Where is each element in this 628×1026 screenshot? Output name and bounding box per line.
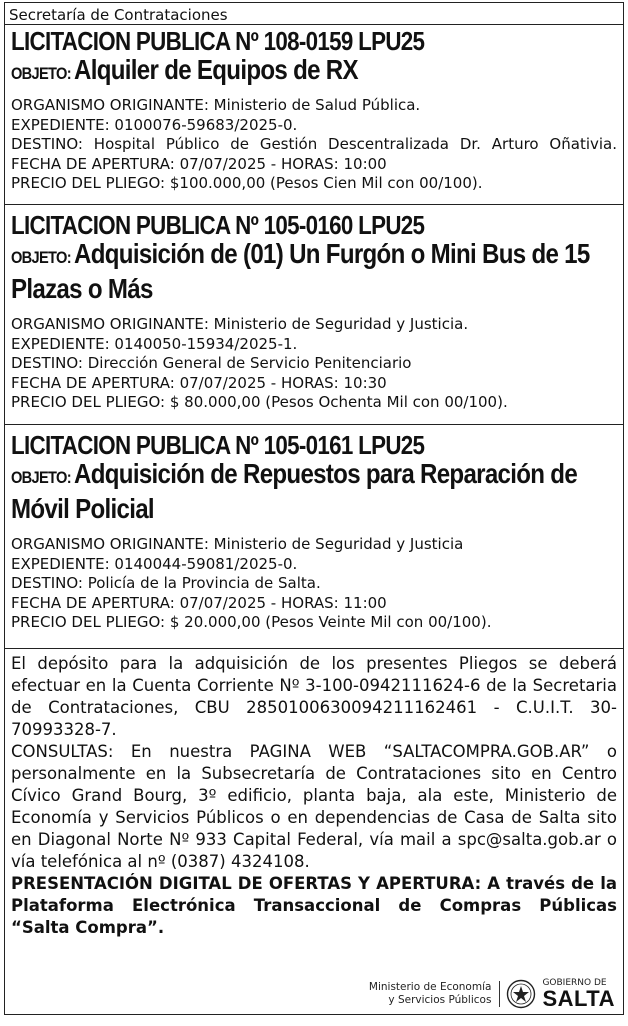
expediente-text: EXPEDIENTE: 0100076-59683/2025-0. (11, 115, 298, 134)
expediente-text: EXPEDIENTE: 0140044-59081/2025-0. (11, 554, 298, 573)
organismo-text: ORGANISMO ORIGINANTE: Ministerio de Seguridad y Justicia (11, 535, 464, 553)
licitacion-title: LICITACION PUBLICA Nº 108-0159 LPU25 (11, 26, 425, 56)
expediente-text: EXPEDIENTE: 0140050-15934/2025-1. (11, 334, 298, 353)
objeto-text: Alquiler de Equipos de RX (74, 54, 358, 85)
fecha-text: FECHA DE APERTURA: 07/07/2025 - HORAS: 11:00 (11, 593, 387, 612)
licitacion-title: LICITACION PUBLICA Nº 105-0161 LPU25 (11, 430, 425, 460)
licitacion-block-2 (4, 205, 624, 425)
licitacion-info (11, 315, 617, 413)
objeto-label: OBJETO: (11, 64, 71, 83)
presentacion-paragraph: PRESENTACIÓN DIGITAL DE OFERTAS Y APERTURA: A través de la Plataforma Electrónica Transaccional de Compras Públicas “Salta Compra”. (11, 874, 617, 937)
government-logo (369, 978, 615, 1010)
destino-text: DESTINO: Hospital Público de Gestión Descentralizada Dr. Arturo Oñativia. FECHA DE APERTURA: 07/07/2025 - HORAS: 10:00 (11, 135, 617, 173)
licitacion-block-3 (4, 425, 624, 649)
licitacion-block-1 (4, 24, 624, 205)
objeto-label: OBJETO: (11, 468, 71, 487)
gobierno-salta (542, 978, 615, 1010)
ministry-line-2: y Servicios Públicos (388, 994, 492, 1006)
organismo-text: ORGANISMO ORIGINANTE: Ministerio de Seguridad y Justicia. (11, 315, 469, 333)
footer-text (11, 653, 617, 939)
ministry-name (369, 981, 501, 1007)
precio-text: PRECIO DEL PLIEGO: $ 80.000,00 (Pesos Ochenta Mil con 00/100). (11, 393, 508, 411)
consultas-paragraph: CONSULTAS: En nuestra PAGINA WEB “SALTACOMPRA.GOB.AR” o personalmente en la Subsecretaría de Contrataciones sito en Centro Cívico Grand Bourg, 3º edificio, planta baja, ala este, Ministerio de Economía y Servicios Públicos o en dependencias de Casa de Salta sito en Diagonal Norte Nº 933 Capital Federal, vía mail a spc@salta.gob.ar o vía telefónica al nº (0387) 4324108. (11, 742, 617, 871)
fecha-text: FECHA DE APERTURA: 07/07/2025 - HORAS: 10:30 (11, 373, 387, 392)
salta-label: SALTA (542, 986, 615, 1011)
provincial-seal-icon (506, 979, 536, 1009)
section-header: Secretaría de Contrataciones (4, 2, 624, 24)
objeto-text: Adquisición de (01) Un Furgón o Mini Bus de 15 Plazas o Más (11, 238, 590, 304)
deposito-paragraph: El depósito para la adquisición de los presentes Pliegos se deberá efectuar en la Cuenta Corriente Nº 3-100-0942111624-6 de la Secretaria de Contrataciones, CBU 2850100630094211162461 - C.U.I.T. 30-70993328-7. (11, 654, 617, 739)
licitacion-title: LICITACION PUBLICA Nº 105-0160 LPU25 (11, 210, 425, 240)
objeto-label: OBJETO: (11, 248, 71, 267)
ministry-line-1: Ministerio de Economía (368, 981, 492, 993)
precio-text: PRECIO DEL PLIEGO: $100.000,00 (Pesos Cien Mil con 00/100). (11, 174, 483, 192)
licitacion-info (11, 535, 617, 633)
objeto-line (11, 239, 616, 309)
destino-text: DESTINO: Policía de la Provincia de Salta. (11, 574, 321, 592)
footer-block (4, 649, 624, 1015)
objeto-text: Adquisición de Repuestos para Reparación de Móvil Policial (11, 458, 578, 524)
notice-page (4, 2, 624, 1022)
precio-text: PRECIO DEL PLIEGO: $ 20.000,00 (Pesos Veinte Mil con 00/100). (11, 613, 492, 631)
licitacion-info (11, 96, 617, 194)
objeto-line (11, 459, 616, 529)
gobierno-label: GOBIERNO DE (542, 978, 607, 988)
objeto-line (11, 55, 616, 90)
destino-text: DESTINO: Dirección General de Servicio Penitenciario (11, 354, 412, 372)
organismo-text: ORGANISMO ORIGINANTE: Ministerio de Salud Pública. (11, 96, 421, 114)
